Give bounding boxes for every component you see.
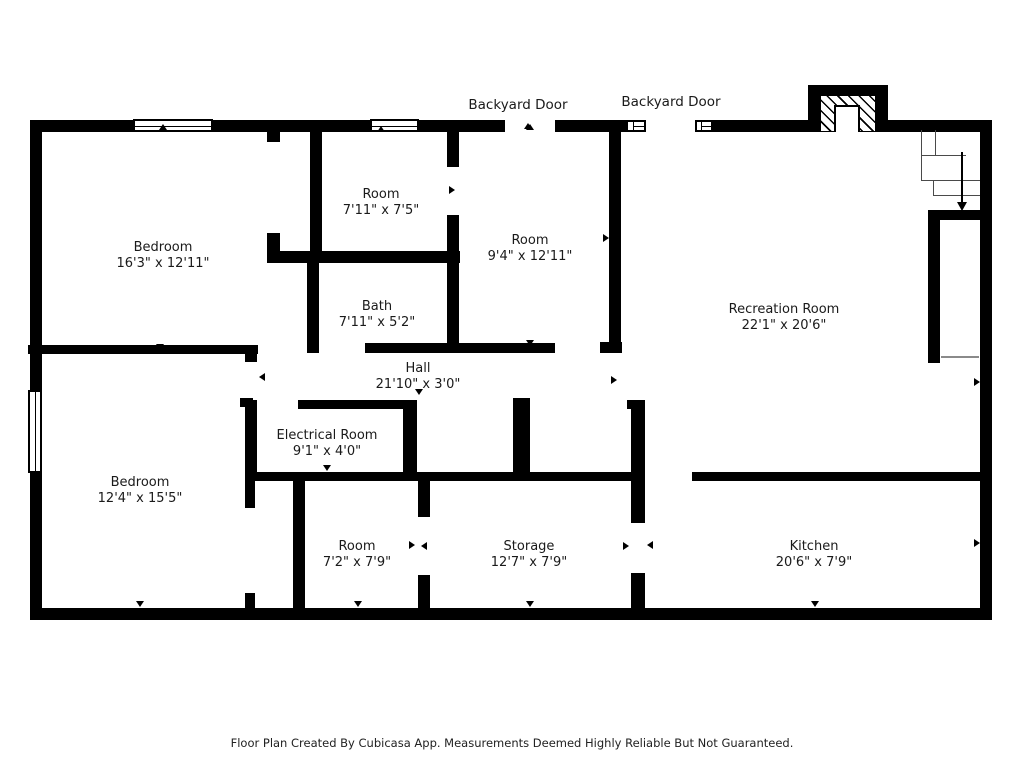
measurement-tick — [612, 304, 618, 312]
room-label-electrical-room — [277, 428, 378, 460]
room-dimensions: 20'6" x 7'9" — [775, 555, 853, 570]
room-label-bedroom — [98, 475, 183, 507]
measurement-tick — [247, 474, 253, 482]
measurement-tick — [811, 601, 819, 607]
measurement-tick — [259, 373, 265, 381]
backyard-door-label: Backyard Door — [468, 97, 568, 113]
wall — [513, 398, 530, 473]
window-pane-line — [135, 126, 211, 127]
stair-tread-line — [933, 180, 934, 195]
room-dimensions: 7'2" x 7'9" — [322, 555, 392, 570]
measurement-tick — [526, 474, 534, 480]
room-dimensions: 21'10" x 3'0" — [375, 377, 461, 392]
measurement-tick — [405, 436, 411, 444]
stair-tread-line — [933, 195, 980, 196]
measurement-tick — [313, 186, 319, 194]
measurement-tick — [524, 123, 532, 129]
measurement-tick — [269, 233, 275, 241]
room-name: Bath — [361, 299, 393, 314]
wall — [267, 128, 280, 142]
wall — [310, 251, 460, 263]
wall — [447, 215, 459, 353]
door-frame-symbol — [626, 120, 646, 132]
measurement-tick — [33, 474, 39, 482]
measurement-tick — [323, 465, 331, 471]
room-label-room — [488, 233, 573, 265]
room-name: Electrical Room — [276, 428, 378, 443]
wall — [310, 128, 322, 263]
room-dimensions: 7'11" x 7'5" — [342, 203, 420, 218]
room-name: Room — [362, 187, 400, 202]
measurement-tick — [623, 542, 629, 550]
wall — [245, 472, 645, 481]
measurement-tick — [747, 473, 755, 479]
room-label-bedroom — [117, 240, 210, 272]
stair-direction-arrow — [961, 152, 963, 202]
room-label-room — [343, 187, 419, 219]
room-name: Storage — [503, 539, 555, 554]
window-symbol — [133, 119, 213, 132]
wall — [419, 120, 505, 132]
measurement-tick — [974, 539, 980, 547]
wall — [307, 263, 319, 353]
room-dimensions: 22'1" x 20'6" — [741, 318, 827, 333]
wall — [980, 120, 992, 620]
door-frame-line — [701, 126, 711, 127]
wall — [928, 210, 992, 220]
room-name: Room — [338, 539, 376, 554]
measurement-tick — [296, 541, 302, 549]
window-pane-line — [35, 392, 36, 471]
wall — [418, 481, 430, 517]
room-label-storage — [491, 539, 567, 571]
wall — [30, 120, 133, 132]
measurement-tick — [449, 243, 455, 251]
measurement-tick — [354, 474, 362, 480]
wall — [245, 353, 257, 362]
measurement-tick — [247, 436, 253, 444]
room-name: Room — [511, 233, 549, 248]
measurement-tick — [449, 298, 455, 306]
measurement-tick — [377, 126, 385, 132]
wall — [418, 575, 430, 608]
closet-threshold — [941, 356, 979, 358]
measurement-tick — [603, 234, 609, 242]
room-name: Hall — [405, 361, 431, 376]
backyard-door-label: Backyard Door — [621, 94, 721, 110]
measurement-tick — [647, 541, 653, 549]
room-name: Bedroom — [110, 475, 170, 490]
room-dimensions: 16'3" x 12'11" — [116, 256, 210, 271]
wall — [245, 593, 255, 608]
wall — [298, 400, 403, 409]
wall — [631, 481, 645, 523]
room-name: Kitchen — [789, 539, 839, 554]
wall — [30, 472, 42, 620]
wall — [213, 120, 370, 132]
wall — [631, 400, 645, 481]
window-symbol — [28, 390, 42, 473]
measurement-tick — [526, 601, 534, 607]
wall — [876, 85, 888, 132]
room-name: Recreation Room — [728, 302, 840, 317]
measurement-tick — [449, 186, 455, 194]
measurement-tick — [33, 236, 39, 244]
room-dimensions: 12'7" x 7'9" — [490, 555, 568, 570]
measurement-tick — [136, 601, 144, 607]
measurement-tick — [611, 376, 617, 384]
wall — [30, 608, 992, 620]
stair-tread-line — [921, 155, 966, 156]
room-dimensions: 12'4" x 15'5" — [97, 491, 183, 506]
stair-tread-line — [935, 130, 936, 155]
wall — [713, 120, 808, 132]
measurement-tick — [159, 124, 167, 130]
footer-disclaimer: Floor Plan Created By Cubicasa App. Measurements Deemed Highly Reliable But Not Guaranteed. — [230, 736, 794, 750]
room-dimensions: 9'4" x 12'11" — [487, 249, 573, 264]
room-label-bath — [339, 299, 415, 331]
wall — [447, 128, 459, 167]
measurement-tick — [373, 256, 381, 262]
measurement-tick — [354, 601, 362, 607]
room-label-room — [323, 539, 391, 571]
chimney-notch — [834, 105, 860, 132]
measurement-tick — [409, 541, 415, 549]
measurement-tick — [415, 346, 423, 352]
room-name: Bedroom — [133, 240, 193, 255]
wall — [240, 398, 253, 407]
room-dimensions: 9'1" x 4'0" — [292, 444, 362, 459]
measurement-tick — [323, 401, 331, 407]
stair-direction-arrowhead — [957, 202, 967, 211]
wall — [692, 472, 980, 481]
measurement-tick — [136, 346, 144, 352]
wall — [928, 220, 940, 363]
measurement-tick — [421, 542, 427, 550]
measurement-tick — [974, 378, 980, 386]
measurement-tick — [156, 344, 164, 350]
measurement-tick — [713, 124, 721, 130]
room-dimensions: 7'11" x 5'2" — [338, 315, 416, 330]
measurement-tick — [811, 474, 819, 480]
room-label-hall — [376, 361, 461, 393]
stair-tread-line — [921, 180, 980, 181]
wall — [631, 573, 645, 608]
room-label-kitchen — [776, 539, 852, 571]
door-frame-symbol — [695, 120, 713, 132]
measurement-tick — [373, 343, 381, 349]
measurement-tick — [310, 298, 316, 306]
wall — [888, 120, 992, 132]
room-label-recreation-room — [729, 302, 840, 334]
measurement-tick — [526, 340, 534, 346]
door-frame-line — [633, 126, 644, 127]
